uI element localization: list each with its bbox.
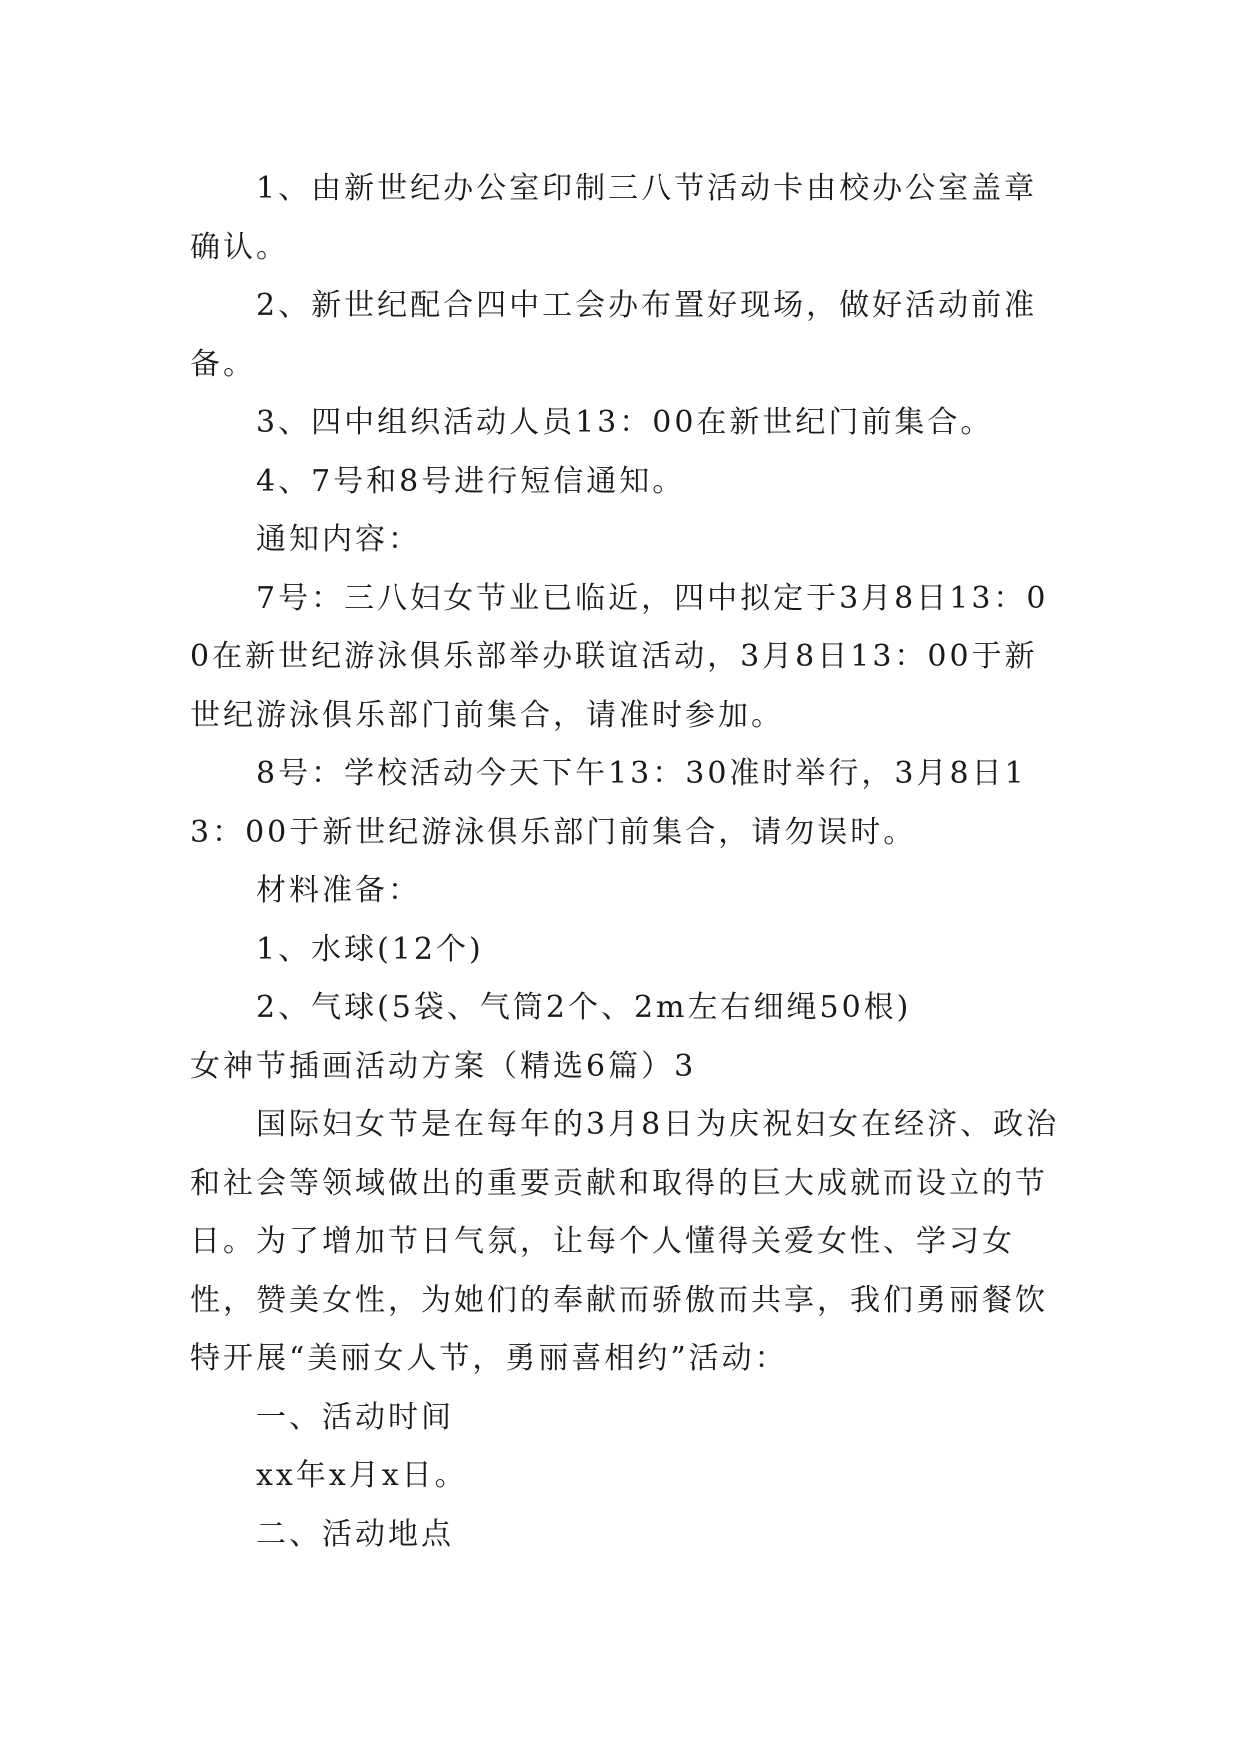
paragraph-materials-heading: 材料准备： <box>256 873 421 908</box>
paragraph-material-1: 1、水球(12个) <box>256 931 484 967</box>
paragraph-item-4: 4、7号和8号进行短信通知。 <box>256 463 686 499</box>
paragraph-item-2: 2、新世纪配合四中工会办布置好现场，做好活动前准备。 <box>190 288 1038 382</box>
section-title: 女神节插画活动方案（精选6篇）3 <box>190 1048 697 1084</box>
document-body <box>190 160 1070 1564</box>
paragraph-item-1: 1、由新世纪办公室印制三八节活动卡由校办公室盖章确认。 <box>190 171 1038 265</box>
paragraph-notice-heading: 通知内容： <box>256 522 421 557</box>
paragraph-intro: 国际妇女节是在每年的3月8日为庆祝妇女在经济、政治和社会等领域做出的重要贡献和取得的巨大成就而设立的节日。为了增加节日气氛，让每个人懂得关爱女性、学习女性，赞美女性，为她们的奉献而骄傲而共享，我们勇丽餐饮特开展“美丽女人节，勇丽喜相约”活动： <box>190 1107 1060 1376</box>
paragraph-notice-day7: 7号：三八妇女节业已临近，四中拟定于3月8日13：00在新世纪游泳俱乐部举办联谊活动，3月8日13：00于新世纪游泳俱乐部门前集合，请准时参加。 <box>190 580 1049 733</box>
paragraph-time-heading: 一、活动时间 <box>256 1399 454 1435</box>
paragraph-material-2: 2、气球(5袋、气筒2个、2m左右细绳50根) <box>256 990 912 1025</box>
paragraph-item-3: 3、四中组织活动人员13：00在新世纪门前集合。 <box>256 405 994 440</box>
paragraph-notice-day8: 8号：学校活动今天下午13：30准时举行，3月8日13：00于新世纪游泳俱乐部门前集合，请勿误时。 <box>190 756 1027 850</box>
paragraph-time-value: xx年x月x日。 <box>256 1458 468 1493</box>
paragraph-place-heading: 二、活动地点 <box>256 1516 454 1552</box>
